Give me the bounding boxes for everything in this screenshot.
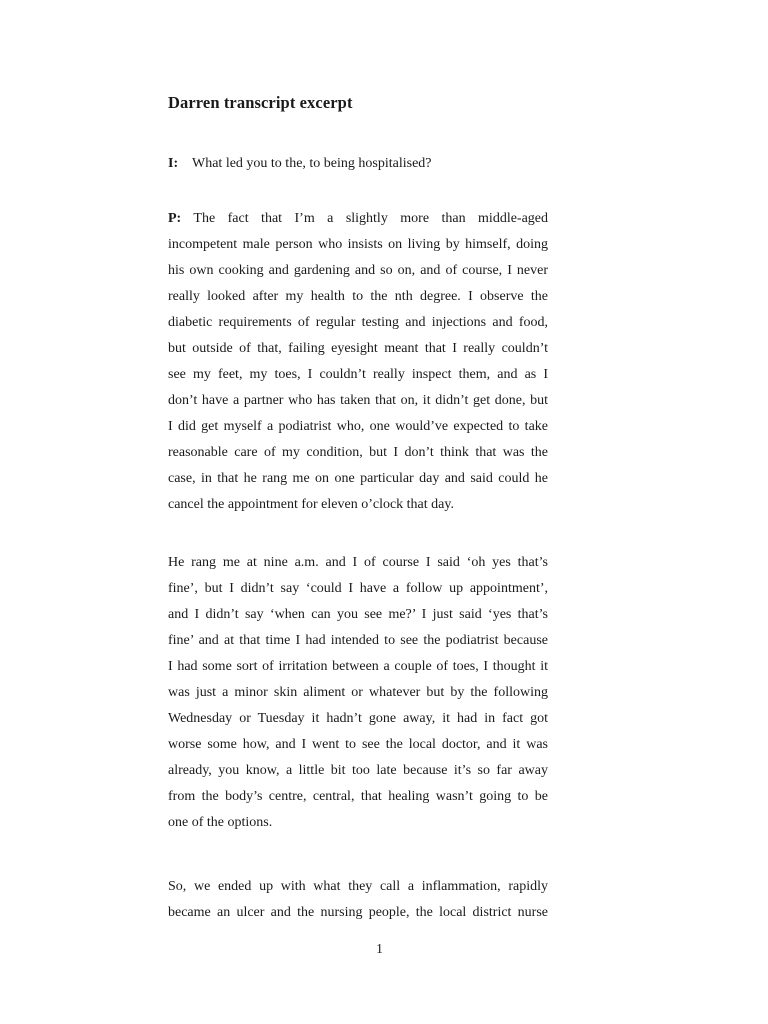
paragraph-line: Wednesday or Tuesday it hadn’t gone away, it had in fact got [168, 711, 548, 726]
paragraph-line: P: The fact that I’m a slightly more than middle-aged [168, 211, 548, 226]
participant-paragraph-3 [168, 874, 548, 926]
question-text: What led you to the, to being hospitalised? [192, 156, 432, 171]
paragraph-line: reasonable care of my condition, but I don’t think that was the [168, 445, 548, 460]
paragraph-line: and I didn’t say ‘when can you see me?’ I just said ‘yes that’s [168, 607, 548, 622]
paragraph-line: He rang me at nine a.m. and I of course I said ‘oh yes that’s [168, 555, 548, 570]
paragraph-line: fine’, but I didn’t say ‘could I have a follow up appointment’, [168, 581, 548, 596]
paragraph-line: became an ulcer and the nursing people, the local district nurse [168, 905, 548, 920]
page-number: 1 [376, 942, 383, 957]
paragraph-line: I did get myself a podiatrist who, one would’ve expected to take [168, 419, 548, 434]
speaker-label-interviewer: I: [168, 156, 179, 171]
paragraph-line: cancel the appointment for eleven o’clock that day. [168, 497, 454, 512]
participant-paragraph-1 [168, 206, 548, 518]
paragraph-line: So, we ended up with what they call a inflammation, rapidly [168, 879, 548, 894]
paragraph-line: was just a minor skin aliment or whatever but by the following [168, 685, 548, 700]
speaker-label-participant: P: [168, 211, 182, 226]
paragraph-line: from the body’s centre, central, that healing wasn’t going to be [168, 789, 548, 804]
participant-paragraph-2 [168, 550, 548, 836]
paragraph-line: already, you know, a little bit too late because it’s so far away [168, 763, 548, 778]
paragraph-line: see my feet, my toes, I couldn’t really inspect them, and as I [168, 367, 548, 382]
paragraph-line: don’t have a partner who has taken that on, it didn’t get done, but [168, 393, 548, 408]
paragraph-line: but outside of that, failing eyesight meant that I really couldn’t [168, 341, 548, 356]
paragraph-line: case, in that he rang me on one particular day and said could he [168, 471, 548, 486]
paragraph-line: incompetent male person who insists on living by himself, doing [168, 237, 548, 252]
paragraph-line: one of the options. [168, 815, 273, 830]
paragraph-line: I had some sort of irritation between a couple of toes, I thought it [168, 659, 548, 674]
paragraph-line: really looked after my health to the nth degree. I observe the [168, 289, 548, 304]
paragraph-line: his own cooking and gardening and so on, and of course, I never [168, 263, 548, 278]
document-title: Darren transcript excerpt [168, 93, 353, 112]
paragraph-line: worse some how, and I went to see the local doctor, and it was [168, 737, 548, 752]
paragraph-line: diabetic requirements of regular testing and injections and food, [168, 315, 548, 330]
paragraph-line: fine’ and at that time I had intended to see the podiatrist because [168, 633, 548, 648]
interviewer-question [168, 156, 432, 172]
